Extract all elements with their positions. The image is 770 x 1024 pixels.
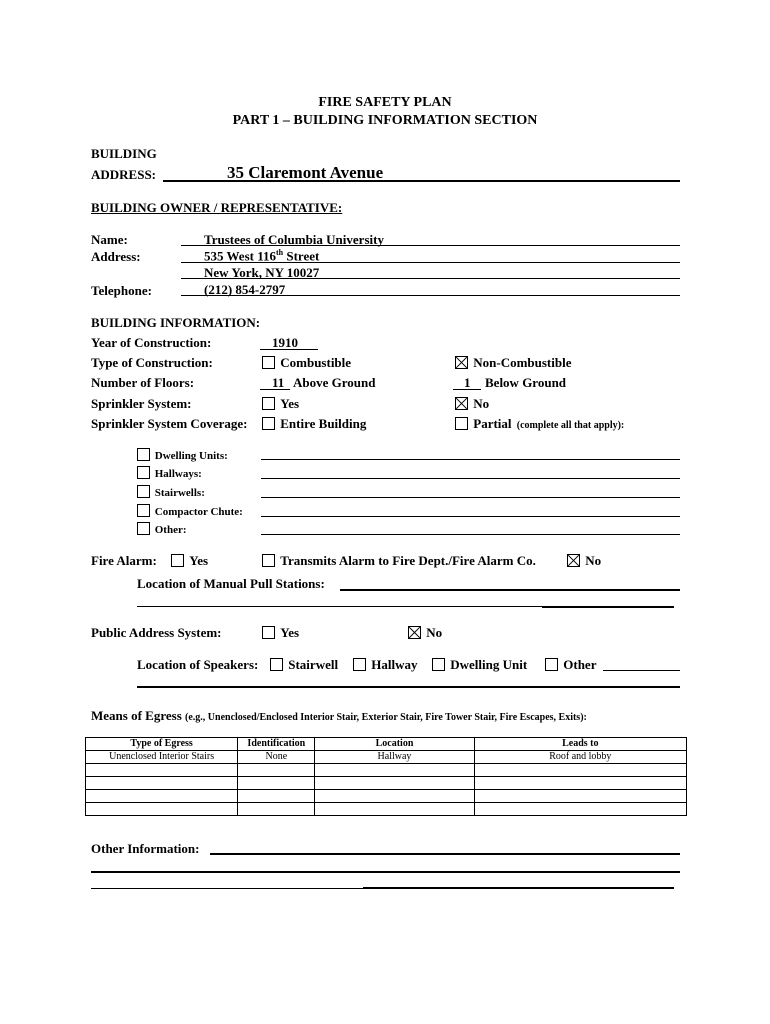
hallways-line[interactable] — [261, 478, 680, 479]
egress-col-type: Type of Egress — [86, 738, 238, 751]
table-cell[interactable] — [238, 790, 315, 803]
owner-name-value[interactable]: Trustees of Columbia University — [204, 232, 384, 247]
partial-checkbox[interactable] — [455, 417, 468, 430]
year-line — [260, 349, 318, 350]
building-info-heading: BUILDING INFORMATION: — [91, 315, 261, 330]
combustible-option[interactable] — [262, 355, 351, 371]
speakers-other-option[interactable] — [545, 657, 596, 673]
table-cell[interactable] — [238, 764, 315, 777]
table-cell[interactable] — [315, 790, 474, 803]
owner-address-line1-rule — [181, 262, 680, 263]
partial-item-stairwells[interactable] — [137, 485, 205, 499]
pa-yes-option[interactable] — [262, 625, 299, 641]
other-label: Other: — [154, 524, 187, 536]
stairwells-line[interactable] — [261, 497, 680, 498]
partial-option[interactable] — [455, 416, 624, 432]
egress-header-row — [86, 738, 687, 751]
fire-alarm-yes-option[interactable] — [171, 553, 208, 569]
partial-note: (complete all that apply): — [516, 420, 625, 431]
fire-alarm-no-checkbox[interactable] — [567, 554, 580, 567]
table-cell[interactable] — [474, 803, 686, 816]
entire-building-checkbox[interactable] — [262, 417, 275, 430]
pa-no-checkbox[interactable] — [408, 626, 421, 639]
compactor-chute-line[interactable] — [261, 516, 680, 517]
table-cell[interactable] — [315, 803, 474, 816]
non-combustible-option[interactable] — [455, 355, 572, 371]
dwelling-unit-checkbox[interactable] — [432, 658, 445, 671]
table-row — [86, 803, 687, 816]
table-row — [86, 751, 687, 764]
pull-stations-line[interactable] — [340, 589, 680, 591]
owner-telephone-line — [181, 295, 680, 296]
non-combustible-label: Non-Combustible — [473, 355, 572, 370]
egress-heading: Means of Egress — [91, 708, 182, 723]
speakers-other-checkbox[interactable] — [545, 658, 558, 671]
table-cell[interactable]: None — [238, 751, 315, 764]
building-address-line — [163, 180, 680, 182]
transmits-checkbox[interactable] — [262, 554, 275, 567]
fire-alarm-no-option[interactable] — [567, 553, 601, 569]
other-info-line1[interactable] — [210, 853, 680, 855]
partial-label: Partial — [473, 416, 512, 431]
owner-name-label: Name: — [91, 232, 128, 247]
egress-note: (e.g., Unenclosed/Enclosed Interior Stair, Exterior Stair, Fire Tower Stair, Fire Escapes, Exits): — [185, 712, 587, 723]
floors-below-line — [453, 389, 481, 390]
egress-col-leads-to: Leads to — [474, 738, 686, 751]
owner-address-line2[interactable]: New York, NY 10027 — [204, 265, 320, 280]
year-label: Year of Construction: — [91, 335, 212, 350]
below-ground-label: Below Ground — [485, 375, 567, 390]
hallways-checkbox[interactable] — [137, 466, 150, 479]
egress-table — [85, 737, 687, 816]
owner-telephone-value[interactable]: (212) 854-2797 — [204, 282, 286, 297]
table-cell[interactable] — [86, 790, 238, 803]
combustible-checkbox[interactable] — [262, 356, 275, 369]
entire-building-label: Entire Building — [280, 416, 367, 431]
owner-address-line1[interactable]: 535 West 116th Street — [204, 248, 320, 264]
table-cell[interactable]: Unenclosed Interior Stairs — [86, 751, 238, 764]
speakers-line2[interactable] — [137, 686, 680, 688]
table-cell[interactable] — [474, 777, 686, 790]
stairwells-label: Stairwells: — [154, 487, 205, 499]
speakers-other-line[interactable] — [603, 670, 680, 671]
pa-label: Public Address System: — [91, 625, 222, 640]
dwelling-units-label: Dwelling Units: — [154, 450, 228, 462]
pull-stations-line2[interactable] — [137, 606, 542, 607]
partial-item-hallways[interactable] — [137, 466, 202, 480]
speakers-dwelling-option[interactable] — [432, 657, 527, 673]
above-ground-label: Above Ground — [293, 375, 376, 390]
table-cell[interactable]: Roof and lobby — [474, 751, 686, 764]
pull-stations-label: Location of Manual Pull Stations: — [137, 576, 325, 591]
speakers-hallway-option[interactable] — [353, 657, 417, 673]
form-title: FIRE SAFETY PLAN — [318, 95, 452, 110]
table-cell[interactable] — [86, 777, 238, 790]
type-label: Type of Construction: — [91, 355, 213, 370]
speakers-stairwell-option[interactable] — [270, 657, 338, 673]
sprinkler-label: Sprinkler System: — [91, 396, 192, 411]
compactor-chute-label: Compactor Chute: — [154, 506, 243, 518]
fire-alarm-yes-label: Yes — [189, 553, 209, 568]
dwelling-units-checkbox[interactable] — [137, 448, 150, 461]
year-value[interactable]: 1910 — [272, 335, 298, 350]
table-cell[interactable] — [86, 803, 238, 816]
transmits-option[interactable] — [262, 553, 536, 569]
coverage-label: Sprinkler System Coverage: — [91, 416, 248, 431]
hallway-checkbox[interactable] — [353, 658, 366, 671]
pa-yes-checkbox[interactable] — [262, 626, 275, 639]
partial-item-other[interactable] — [137, 522, 187, 536]
building-address-value[interactable]: 35 Claremont Avenue — [227, 163, 384, 182]
hallway-label: Hallway — [371, 657, 418, 672]
other-info-line3-end — [363, 887, 674, 889]
owner-address-label: Address: — [91, 249, 141, 264]
table-cell[interactable] — [474, 764, 686, 777]
owner-name-line — [181, 245, 680, 246]
other-info-line2[interactable] — [91, 871, 680, 873]
table-row — [86, 790, 687, 803]
table-cell[interactable]: Hallway — [315, 751, 474, 764]
pa-no-option[interactable] — [408, 625, 442, 641]
pull-stations-line2-end — [542, 606, 674, 608]
hallways-label: Hallways: — [154, 468, 202, 480]
dwelling-units-line[interactable] — [261, 459, 680, 460]
floors-above-value[interactable]: 11 — [272, 375, 285, 390]
table-cell[interactable] — [315, 777, 474, 790]
dwelling-unit-label: Dwelling Unit — [450, 657, 528, 672]
address-label: ADDRESS: — [91, 167, 157, 182]
pa-no-label: No — [426, 625, 443, 640]
combustible-label: Combustible — [280, 355, 352, 370]
speakers-label: Location of Speakers: — [137, 657, 259, 672]
sprinkler-yes-option[interactable] — [262, 396, 299, 412]
non-combustible-checkbox[interactable] — [455, 356, 468, 369]
egress-col-identification: Identification — [238, 738, 315, 751]
other-line[interactable] — [261, 534, 680, 535]
floors-label: Number of Floors: — [91, 375, 195, 390]
table-row — [86, 764, 687, 777]
speakers-other-label: Other — [563, 657, 597, 672]
sprinkler-yes-checkbox[interactable] — [262, 397, 275, 410]
table-cell[interactable] — [315, 764, 474, 777]
sprinkler-no-checkbox[interactable] — [455, 397, 468, 410]
table-cell[interactable] — [86, 764, 238, 777]
egress-heading-wrap — [91, 708, 587, 724]
building-label: BUILDING — [91, 146, 157, 161]
table-cell[interactable] — [474, 790, 686, 803]
compactor-chute-checkbox[interactable] — [137, 504, 150, 517]
stairwell-label: Stairwell — [288, 657, 339, 672]
table-row — [86, 777, 687, 790]
floors-above-line — [260, 389, 290, 390]
stairwell-checkbox[interactable] — [270, 658, 283, 671]
stairwells-checkbox[interactable] — [137, 485, 150, 498]
other-info-line3[interactable] — [91, 888, 363, 889]
owner-telephone-label: Telephone: — [91, 283, 152, 298]
pa-yes-label: Yes — [280, 625, 300, 640]
table-cell[interactable] — [238, 777, 315, 790]
table-cell[interactable] — [238, 803, 315, 816]
sprinkler-no-label: No — [473, 396, 490, 411]
fire-alarm-no-label: No — [585, 553, 602, 568]
entire-building-option[interactable] — [262, 416, 366, 432]
floors-below-value[interactable]: 1 — [464, 375, 471, 390]
fire-alarm-label: Fire Alarm: — [91, 553, 157, 568]
egress-col-location: Location — [315, 738, 474, 751]
owner-heading: BUILDING OWNER / REPRESENTATIVE: — [91, 200, 343, 215]
transmits-label: Transmits Alarm to Fire Dept./Fire Alarm Co. — [280, 553, 536, 568]
form-subtitle: PART 1 – BUILDING INFORMATION SECTION — [232, 113, 538, 128]
fire-alarm-yes-checkbox[interactable] — [171, 554, 184, 567]
partial-item-compactor[interactable] — [137, 504, 243, 518]
sprinkler-yes-label: Yes — [280, 396, 300, 411]
sprinkler-no-option[interactable] — [455, 396, 489, 412]
owner-address-line2-rule — [181, 278, 680, 279]
partial-item-dwelling[interactable] — [137, 448, 228, 462]
other-checkbox[interactable] — [137, 522, 150, 535]
other-info-label: Other Information: — [91, 841, 200, 856]
